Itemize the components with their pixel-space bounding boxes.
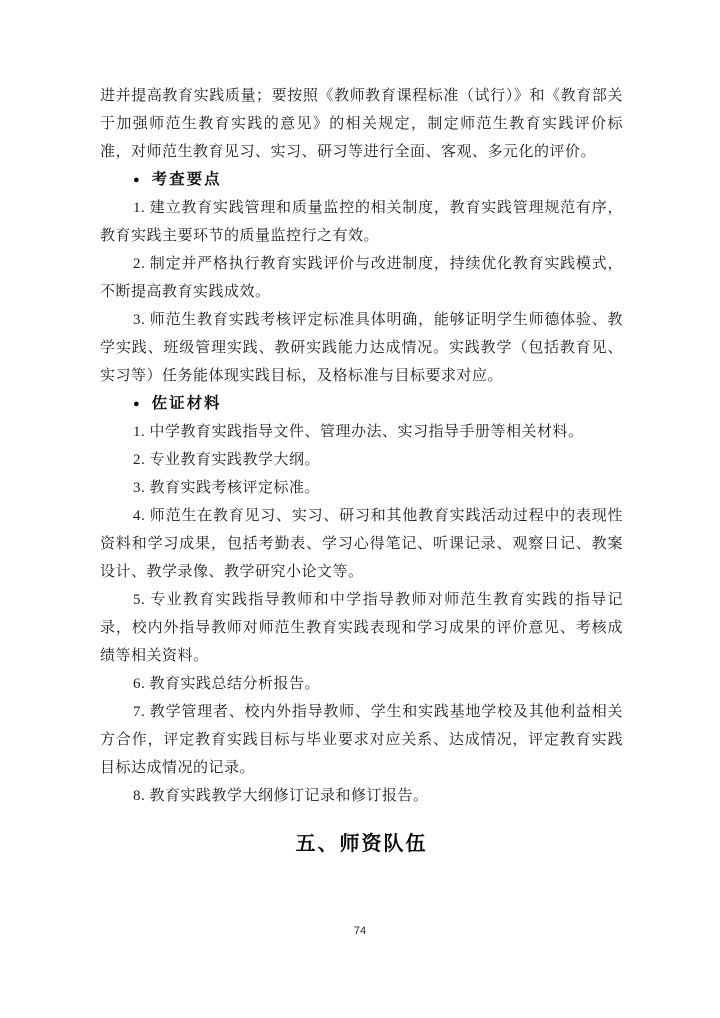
- examination-point-item: 3. 师范生教育实践考核评定标准具体明确，能够证明学生师德体验、教学实践、班级管理实践、教研实践能力达成情况。实践教学（包括教育见、实习等）任务能体现实践目标，及格标准与目标要求对应。: [100, 312, 623, 384]
- supporting-material-item: 6. 教育实践总结分析报告。: [133, 676, 321, 692]
- document-content: [100, 82, 623, 857]
- section-heading-faculty: 五、师资队伍: [295, 833, 428, 855]
- bullet-icon: ●: [133, 174, 140, 186]
- bullet-heading-label: 佐证材料: [151, 395, 222, 412]
- bullet-heading-examination-points: [100, 166, 623, 194]
- bullet-heading-label: 考查要点: [151, 171, 222, 188]
- supporting-material-item: 4. 师范生在教育见习、实习、研习和其他教育实践活动过程中的表现性资料和学习成果，包括考勤表、学习心得笔记、听课记录、观察日记、教案设计、教学录像、教学研究小论文等。: [100, 508, 623, 580]
- intro-paragraph: 进并提高教育实践质量；要按照《教师教育课程标准（试行）》和《教育部关于加强师范生教育实践的意见》的相关规定，制定师范生教育实践评价标准，对师范生教育见习、实习、研习等进行全面、客观、多元化的评价。: [100, 88, 623, 160]
- supporting-material-item: 7. 教学管理者、校内外指导教师、学生和实践基地学校及其他利益相关方合作，评定教育实践目标与毕业要求对应关系、达成情况，评定教育实践目标达成情况的记录。: [100, 704, 623, 776]
- examination-point-item: 1. 建立教育实践管理和质量监控的相关制度，教育实践管理规范有序，教育实践主要环节的质量监控行之有效。: [100, 200, 623, 244]
- examination-point-item: 2. 制定并严格执行教育实践评价与改进制度，持续优化教育实践模式，不断提高教育实践成效。: [100, 256, 623, 300]
- supporting-material-item: 8. 教育实践教学大纲修订记录和修订报告。: [133, 788, 429, 804]
- supporting-material-item: 5. 专业教育实践指导教师和中学指导教师对师范生教育实践的指导记录，校内外指导教师对师范生教育实践表现和学习成果的评价意见、考核成绩等相关资料。: [100, 592, 623, 664]
- supporting-material-item: 3. 教育实践考核评定标准。: [133, 480, 321, 496]
- supporting-material-item: 1. 中学教育实践指导文件、管理办法、实习指导手册等相关材料。: [133, 424, 584, 440]
- page-number: 74: [353, 925, 367, 937]
- bullet-heading-supporting-materials: [100, 390, 623, 418]
- supporting-material-item: 2. 专业教育实践教学大纲。: [133, 452, 321, 468]
- bullet-icon: ●: [133, 398, 140, 410]
